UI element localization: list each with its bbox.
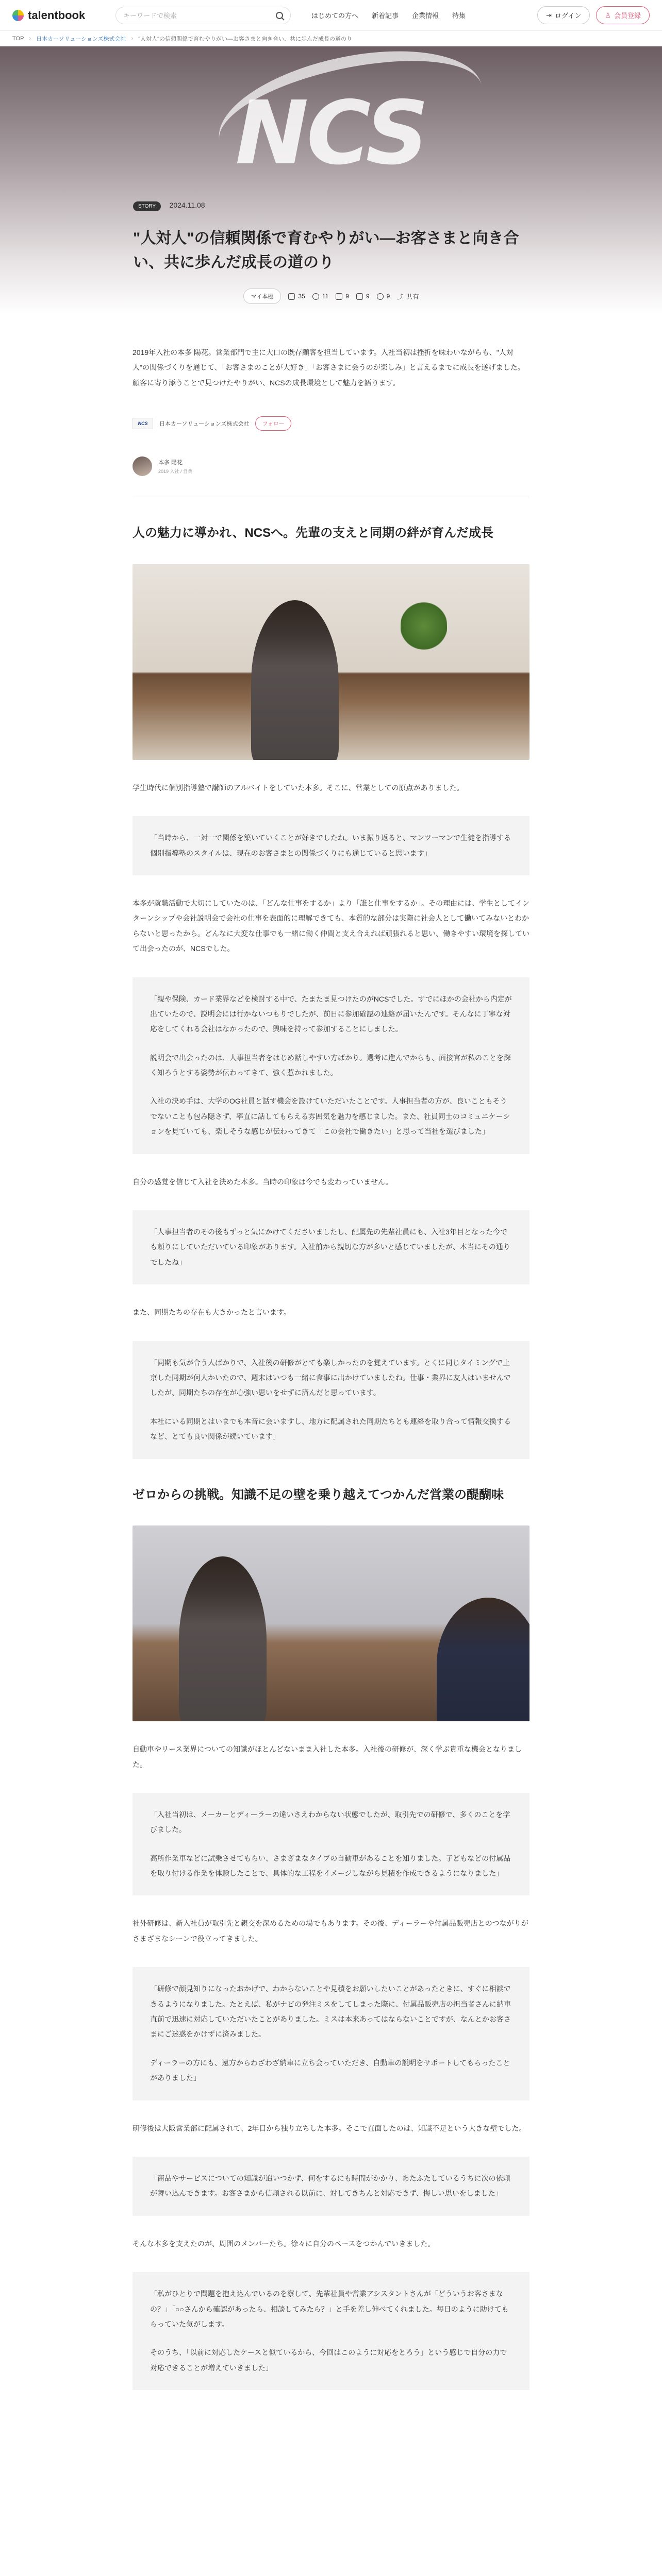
quote-text: 入社の決め手は、大学のOG社員と話す機会を設けていただいたことです。人事担当者の方が、良いこともそうでないことも包み隠さず、率直に話してもらえる雰囲気を魅力を感じました。また、社員同士のコミュニケーションを見ていても、楽しそうな感じが伝わってきて「この会社で働きたい」と思って当社を選びました」 (150, 1097, 510, 1136)
quote-text: ディーラーの方にも、遠方からわざわざ納車に立ち会っていただき、自動車の説明をサポートしてもらったことがありました」 (150, 2058, 510, 2082)
author-role: 2019 入社 / 営業 (158, 469, 193, 474)
user-icon: ♙ (605, 11, 611, 19)
logo-mark-icon (12, 10, 24, 21)
quote-text: 本社にいる同期とはいまでも本音に会いますし、地方に配属された同期たちとも連絡を取り合って情報交換するなど、とても良い関係が続いています」 (150, 1417, 511, 1441)
paragraph: そんな本多を支えたのが、周囲のメンバーたち。徐々に自分のペースをつかんでいきました。 (133, 2239, 435, 2248)
stat-bookmark-count: 9 (345, 293, 349, 300)
signup-label: 会員登録 (614, 12, 641, 20)
breadcrumb-current: "人対人"の信頼関係で育むやりがい―お客さまと向き合い、共に歩んだ成長の道のり (138, 36, 353, 42)
share-button[interactable] (397, 292, 419, 301)
stat-clap[interactable] (377, 293, 390, 300)
section-heading-1: 人の魅力に導かれ、NCSへ。先輩の支えと同期の絆が育んだ成長 (133, 526, 494, 540)
quote-block (133, 1341, 529, 1459)
quote-block (133, 1793, 529, 1896)
login-icon: ⇥ (546, 11, 552, 19)
site-logo[interactable] (12, 9, 115, 22)
views-icon (288, 293, 295, 300)
paragraph: また、同期たちの存在も大きかったと言います。 (133, 1308, 291, 1317)
quote-block (133, 977, 529, 1154)
stat-views (288, 293, 305, 300)
nav-item-new[interactable]: 新着記事 (372, 12, 399, 20)
person-graphic (179, 1556, 267, 1721)
search-placeholder: キーワードで検索 (123, 12, 177, 20)
breadcrumb (0, 31, 662, 46)
quote-text: 「親や保険、カード業界などを検討する中で、たまたま見つけたのがNCSでした。すでにほかの会社から内定が出ていたので、説明会には行かないつもりでしたが、前日に参加確認の連絡が届いたんです。そんなに丁寧な対応をしてくれる会社はなかったので、興味を持って参加することにしました。 (150, 994, 512, 1033)
interview-photo-2 (133, 1526, 529, 1721)
bookmark-icon (336, 293, 342, 300)
paragraph: 研修後は大阪営業部に配属されて、2年目から独り立ちした本多。そこで直面したのは、知識不足という大きな壁でした。 (133, 2124, 526, 2132)
article-stats (0, 289, 662, 304)
breadcrumb-top[interactable]: TOP (12, 36, 24, 42)
stat-comment[interactable] (356, 293, 370, 300)
nav-item-guide[interactable]: はじめての方へ (311, 12, 359, 20)
login-label: ログイン (554, 12, 582, 20)
stat-comment-count: 9 (366, 293, 370, 300)
share-label: 共有 (406, 293, 419, 300)
main-nav (311, 10, 466, 20)
author-row (133, 456, 529, 476)
quote-block (133, 2157, 529, 2216)
quote-block (133, 816, 529, 875)
author-name: 本多 陽花 (158, 460, 183, 466)
quote-block (133, 1967, 529, 2100)
stat-clap-count: 9 (386, 293, 390, 300)
person-graphic (251, 600, 339, 760)
signup-button[interactable] (596, 6, 650, 24)
site-header (0, 0, 662, 31)
breadcrumb-company[interactable]: 日本カーソリューションズ株式会社 (36, 36, 126, 42)
quote-text: 「私がひとりで問題を抱え込んでいるのを察して、先輩社員や営業アシスタントさんが「どういうお客さまなの？」「○○さんから確認があったら、相談してみたら？」と手を差し伸べてくれました。毎日のように助けてもらっていた気がします。 (150, 2290, 509, 2328)
company-logo[interactable]: NCS (133, 418, 153, 429)
nav-item-companies[interactable]: 企業情報 (412, 12, 439, 20)
hero-company-logo: NCS (235, 82, 427, 184)
paragraph: 本多が就職活動で大切にしていたのは、「どんな仕事をするか」より「誰と仕事をするか」。その理由には、学生としてインターンシップや会社説明会で会社の仕事を表面的に理解できても、本質的な部分は実際に社会人として働いてみないとわからないと思ったから。どんなに大変な仕事でも一緒に働く仲間と支え合えれば頑張れると思い、働きやすい環境を探していて出会ったのが、NCSでした。 (133, 899, 529, 953)
person-graphic (437, 1598, 529, 1721)
company-name[interactable]: 日本カーソリューションズ株式会社 (159, 421, 250, 428)
quote-text: 「入社当初は、メーカーとディーラーの違いさえわからない状態でしたが、取引先での研修で、多くのことを学びました。 (150, 1810, 510, 1834)
breadcrumb-separator-icon: › (29, 36, 31, 42)
quote-text: 「同期も気が合う人ばかりで、入社後の研修がとても楽しかったのを覚えています。とくに同じタイミングで上京した同期が何人かいたので、週末はいつも一緒に食事に出かけていましたね。仕事・業界に友人はいませんでしたが、同期たちの存在が心強い思いをせずに済んだと思っています。 (150, 1358, 511, 1397)
quote-text: 説明会で出会ったのは、人事担当者をはじめ話しやすい方ばかり。選考に進んでからも、面接官が私のことを深く知ろうとする姿勢が伝わってきて、強く惹かれました。 (150, 1053, 511, 1077)
comment-icon (356, 293, 363, 300)
like-icon (312, 293, 319, 300)
avatar (133, 456, 152, 476)
breadcrumb-separator-icon: › (131, 36, 134, 42)
section-heading-2: ゼロからの挑戦。知識不足の壁を乗り越えてつかんだ営業の醍醐味 (133, 1487, 504, 1502)
quote-text: 高所作業車などに試乗させてもらい、さまざまなタイプの自動車があることを知りました。子どもなどの付属品を取り付ける作業を体験したことで、具体的な工程をイメージしながら見積を作成できるようになりました」 (150, 1854, 511, 1878)
paragraph: 社外研修は、新入社員が取引先と親交を深めるための場でもあります。その後、ディーラーや付属品販売店とのつながりがさまざまなシーンで役立ってきました。 (133, 1919, 528, 1943)
quote-text: 「研修で顔見知りになったおかげで、わからないことや見積をお願いしたいことがあったときに、すぐに相談できるようになりました。たとえば、私がナビの発注ミスをしてしまった際に、付属品販売店の担当者さんに納車直前で迅速に対応していただいたことがありました。ミスは本来あってはならないことですが、なんとかお客さまにご迷惑をかけずに済みました。 (150, 1985, 511, 2039)
paragraph: 学生時代に個別指導塾で講師のアルバイトをしていた本多。そこに、営業としての原点がありました。 (133, 783, 464, 792)
stat-like[interactable] (312, 293, 328, 300)
clap-icon (377, 293, 384, 300)
quote-text: そのうち、「以前に対応したケースと似ているから、今回はこのように対応をとろう」という感じで自分の力で対応できることが増えていきました」 (150, 2348, 507, 2372)
company-row (133, 416, 529, 431)
quote-block (133, 1210, 529, 1284)
logo-text: talentbook (28, 8, 86, 22)
quote-text: 「人事担当者のその後もずっと気にかけてくださいましたし、配属先の先輩社員にも、入社3年目となった今でも頼りにしていただいている印象があります。入社前から親切な方が多いと感じていましたが、本当にその通りでしたね」 (150, 1228, 510, 1266)
stat-bookmark[interactable] (336, 293, 349, 300)
publish-date: 2024.11.08 (169, 201, 205, 209)
stat-like-count: 11 (322, 293, 329, 300)
stat-views-count: 35 (298, 293, 305, 300)
quote-block (133, 2272, 529, 2390)
login-button[interactable] (537, 6, 590, 24)
page-title: "人対人"の信頼関係で育むやりがい―お客さまと向き合い、共に歩んだ成長の道のり (133, 230, 519, 271)
paragraph: 自動車やリース業界についての知識がほとんどないまま入社した本多。入社後の研修が、深く学ぶ貴重な機会となりました。 (133, 1745, 522, 1769)
plant-graphic (401, 595, 447, 657)
hero (0, 46, 662, 314)
story-tag: STORY (133, 201, 161, 211)
share-icon: ⤴ (397, 293, 404, 300)
nav-item-features[interactable]: 特集 (452, 12, 466, 20)
article-body (133, 345, 529, 2390)
hero-content (133, 201, 530, 275)
quote-text: 「当時から、一対一で関係を築いていくことが好きでしたね。いま振り返ると、マンツーマンで生徒を指導する個別指導塾のスタイルは、現在のお客さまとの関係づくりにも通じていると思います」 (150, 834, 511, 857)
article-lead: 2019年入社の本多 陽花。営業部門で主に大口の既存顧客を担当しています。入社当初は挫折を味わいながらも、"人対人"の関係づくりを通じて、「お客さまのことが大好き」「お客さまに会うのが楽しみ」と言えるまでに成長を遂げました。顧客に寄り添うことで見つけたやりがい、NCSの成長環境として魅力を語ります。 (133, 348, 525, 387)
search-input[interactable] (115, 7, 291, 24)
search-icon[interactable] (276, 12, 283, 19)
header-actions (537, 6, 650, 24)
mylist-button[interactable]: マイ本棚 (243, 289, 282, 304)
interview-photo-1 (133, 564, 529, 760)
quote-text: 「商品やサービスについての知識が追いつかず、何をするにも時間がかかり、あたふたしているうちに次の依頼が舞い込んできます。お客さまから信頼される以前に、対してきちんと対応できず、悔しい思いをしました」 (150, 2174, 510, 2198)
follow-button[interactable]: フォロー (255, 416, 291, 431)
paragraph: 自分の感覚を信じて入社を決めた本多。当時の印象は今でも変わっていません。 (133, 1177, 393, 1186)
